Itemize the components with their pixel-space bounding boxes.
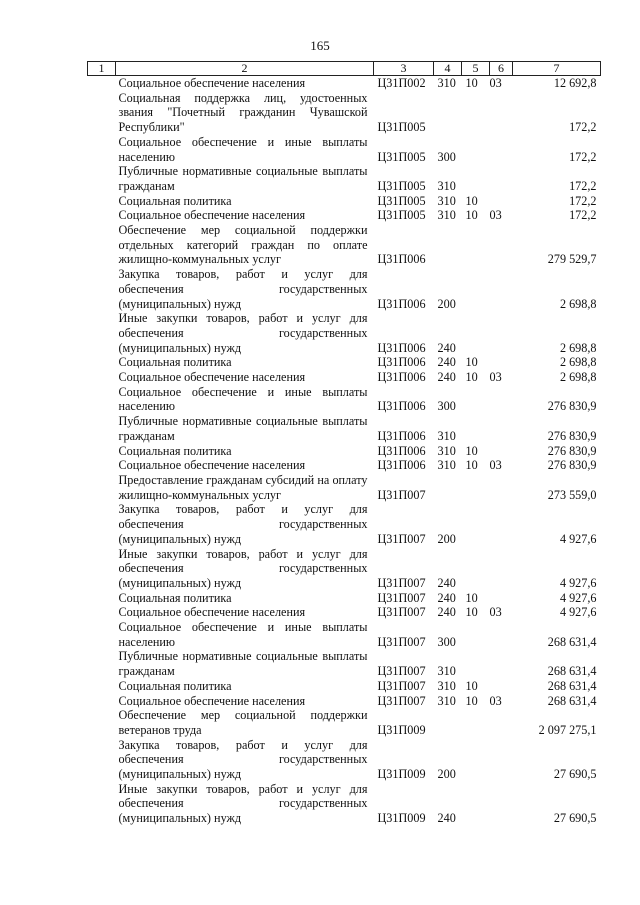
row-name-cell: Обеспечение мер социальной поддержки отдельных категорий граждан по оплате жилищно-коммунальных услуг <box>118 223 368 267</box>
row-number-cell <box>88 414 116 443</box>
section-cell <box>462 738 490 782</box>
target-article-code-cell: Ц31П007 <box>377 634 426 649</box>
amount-cell: 172,2 <box>569 208 597 223</box>
subsection-cell <box>490 782 513 826</box>
section-cell: 10 <box>465 458 478 473</box>
section-cell: 10 <box>465 693 478 708</box>
column-header-7: 7 <box>513 62 601 76</box>
section-cell <box>462 708 490 737</box>
subsection-cell <box>490 473 513 502</box>
expense-type-cell: 310 <box>437 664 456 679</box>
target-article-code-cell: Ц31П009 <box>377 767 426 782</box>
column-header-5: 5 <box>462 62 490 76</box>
row-number-cell <box>88 164 116 193</box>
expense-type-cell: 300 <box>437 634 456 649</box>
row-name-cell: Иные закупки товаров, работ и услуг для обеспечения государственных (муниципальных) нужд <box>118 781 368 826</box>
row-name-cell: Социальная политика <box>118 678 232 693</box>
subsection-cell <box>490 502 513 546</box>
expense-type-cell: 310 <box>437 193 456 208</box>
target-article-code-cell: Ц31П009 <box>377 811 426 826</box>
table-row <box>88 473 601 502</box>
amount-cell: 2 097 275,1 <box>538 722 597 737</box>
expense-type-cell: 200 <box>437 531 456 546</box>
amount-cell: 172,2 <box>569 178 597 193</box>
row-name-cell: Социальное обеспечение и иные выплаты населению <box>118 384 368 414</box>
expense-type-cell: 310 <box>437 428 456 443</box>
row-number-cell <box>88 782 116 826</box>
subsection-cell <box>490 547 513 591</box>
table-row <box>88 738 601 782</box>
subsection-cell <box>490 223 513 267</box>
row-number-cell <box>88 444 116 459</box>
target-article-code-cell: Ц31П006 <box>377 428 426 443</box>
target-article-code-cell: Ц31П006 <box>377 458 426 473</box>
row-number-cell <box>88 355 116 370</box>
amount-cell: 27 690,5 <box>553 767 597 782</box>
section-cell <box>462 267 490 311</box>
amount-cell: 276 830,9 <box>547 428 597 443</box>
table-row <box>88 444 601 459</box>
subsection-cell <box>490 620 513 649</box>
expense-type-cell <box>434 91 462 135</box>
table-row <box>88 370 601 385</box>
row-name-cell: Социальное обеспечение и иные выплаты населению <box>118 620 368 649</box>
target-article-code-cell: Ц31П005 <box>377 193 426 208</box>
row-name-cell: Закупка товаров, работ и услуг для обеспечения государственных (муниципальных) нужд <box>118 267 368 311</box>
row-name-cell: Предоставление гражданам субсидий на оплату жилищно-коммунальных услуг <box>118 472 368 502</box>
table-row <box>88 591 601 606</box>
target-article-code-cell: Ц31П006 <box>377 296 426 311</box>
subsection-cell <box>490 267 513 311</box>
row-name-cell: Иные закупки товаров, работ и услуг для обеспечения государственных (муниципальных) нужд <box>118 311 368 355</box>
subsection-cell <box>490 649 513 678</box>
amount-cell: 2 698,8 <box>559 355 597 370</box>
expense-type-cell: 200 <box>437 296 456 311</box>
budget-table <box>87 61 601 826</box>
row-name-cell: Обеспечение мер социальной поддержки ветеранов труда <box>118 708 368 737</box>
subsection-cell: 03 <box>489 76 502 90</box>
target-article-code-cell: Ц31П009 <box>377 722 426 737</box>
row-name-cell: Закупка товаров, работ и услуг для обеспечения государственных (муниципальных) нужд <box>118 737 368 782</box>
table-row <box>88 649 601 678</box>
row-name-cell: Закупка товаров, работ и услуг для обеспечения государственных (муниципальных) нужд <box>118 502 368 546</box>
column-header-6: 6 <box>490 62 513 76</box>
target-article-code-cell: Ц31П002 <box>377 76 426 90</box>
table-row <box>88 708 601 737</box>
amount-cell: 268 631,4 <box>547 693 597 708</box>
row-number-cell <box>88 649 116 678</box>
expense-type-cell: 310 <box>437 693 456 708</box>
subsection-cell: 03 <box>489 693 502 708</box>
row-number-cell <box>88 385 116 414</box>
table-row <box>88 91 601 135</box>
expense-type-cell: 240 <box>437 355 456 370</box>
section-cell: 10 <box>465 370 478 385</box>
section-cell <box>462 164 490 193</box>
amount-cell: 172,2 <box>569 149 597 164</box>
target-article-code-cell: Ц31П006 <box>377 443 426 458</box>
section-cell: 10 <box>465 590 478 605</box>
table-row <box>88 458 601 473</box>
section-cell <box>462 414 490 443</box>
table-header-row <box>88 62 601 76</box>
target-article-code-cell: Ц31П007 <box>377 678 426 693</box>
target-article-code-cell: Ц31П006 <box>377 252 426 267</box>
subsection-cell <box>490 135 513 164</box>
subsection-cell <box>490 91 513 135</box>
target-article-code-cell: Ц31П007 <box>377 605 426 620</box>
section-cell <box>462 649 490 678</box>
expense-type-cell: 240 <box>437 590 456 605</box>
section-cell: 10 <box>465 443 478 458</box>
section-cell <box>462 223 490 267</box>
expense-type-cell: 310 <box>437 178 456 193</box>
section-cell <box>462 502 490 546</box>
row-name-cell: Социальное обеспечение населения <box>118 693 306 708</box>
amount-cell: 2 698,8 <box>559 340 597 355</box>
section-cell <box>462 311 490 355</box>
row-number-cell <box>88 502 116 546</box>
table-row <box>88 311 601 355</box>
row-name-cell: Социальное обеспечение населения <box>118 370 306 385</box>
row-number-cell <box>88 738 116 782</box>
target-article-code-cell: Ц31П005 <box>377 178 426 193</box>
target-article-code-cell: Ц31П005 <box>377 120 426 135</box>
table-row <box>88 76 601 91</box>
row-name-cell: Социальное обеспечение и иные выплаты населению <box>118 134 368 164</box>
amount-cell: 4 927,6 <box>559 605 597 620</box>
table-row <box>88 620 601 649</box>
target-article-code-cell: Ц31П007 <box>377 531 426 546</box>
amount-cell: 4 927,6 <box>559 590 597 605</box>
row-number-cell <box>88 91 116 135</box>
target-article-code-cell: Ц31П007 <box>377 487 426 502</box>
subsection-cell <box>490 444 513 459</box>
row-number-cell <box>88 267 116 311</box>
target-article-code-cell: Ц31П007 <box>377 590 426 605</box>
row-name-cell: Социальное обеспечение населения <box>118 458 306 473</box>
row-name-cell: Публичные нормативные социальные выплаты гражданам <box>118 414 368 443</box>
expense-type-cell: 310 <box>437 678 456 693</box>
subsection-cell: 03 <box>489 370 502 385</box>
subsection-cell <box>490 679 513 694</box>
row-name-cell: Социальная политика <box>118 443 232 458</box>
amount-cell: 276 830,9 <box>547 443 597 458</box>
table-row <box>88 355 601 370</box>
subsection-cell: 03 <box>489 605 502 620</box>
subsection-cell <box>490 708 513 737</box>
expense-type-cell: 310 <box>437 208 456 223</box>
section-cell <box>462 473 490 502</box>
amount-cell: 4 927,6 <box>559 575 597 590</box>
expense-type-cell <box>434 708 462 737</box>
amount-cell: 276 830,9 <box>547 399 597 414</box>
section-cell: 10 <box>465 355 478 370</box>
row-number-cell <box>88 620 116 649</box>
table-row <box>88 385 601 414</box>
expense-type-cell: 240 <box>437 811 456 826</box>
row-number-cell <box>88 458 116 473</box>
expense-type-cell: 200 <box>437 767 456 782</box>
target-article-code-cell: Ц31П007 <box>377 575 426 590</box>
subsection-cell: 03 <box>489 458 502 473</box>
row-number-cell <box>88 708 116 737</box>
target-article-code-cell: Ц31П006 <box>377 340 426 355</box>
amount-cell: 273 559,0 <box>547 487 597 502</box>
row-number-cell <box>88 679 116 694</box>
expense-type-cell: 240 <box>437 370 456 385</box>
row-number-cell <box>88 76 116 91</box>
row-number-cell <box>88 135 116 164</box>
amount-cell: 2 698,8 <box>559 296 597 311</box>
row-name-cell: Публичные нормативные социальные выплаты гражданам <box>118 649 368 679</box>
table-row <box>88 267 601 311</box>
column-header-4: 4 <box>434 62 462 76</box>
row-name-cell: Иные закупки товаров, работ и услуг для обеспечения государственных (муниципальных) нужд <box>118 546 368 590</box>
row-number-cell <box>88 311 116 355</box>
column-header-1: 1 <box>88 62 116 76</box>
target-article-code-cell: Ц31П005 <box>377 149 426 164</box>
section-cell: 10 <box>465 605 478 620</box>
amount-cell: 4 927,6 <box>559 531 597 546</box>
subsection-cell <box>490 355 513 370</box>
subsection-cell <box>490 591 513 606</box>
row-number-cell <box>88 208 116 223</box>
row-name-cell: Социальное обеспечение населения <box>118 208 306 223</box>
amount-cell: 12 692,8 <box>553 76 597 90</box>
section-cell: 10 <box>465 678 478 693</box>
subsection-cell <box>490 311 513 355</box>
expense-type-cell: 310 <box>437 76 456 90</box>
row-number-cell <box>88 370 116 385</box>
table-row <box>88 223 601 267</box>
section-cell <box>462 91 490 135</box>
subsection-cell <box>490 385 513 414</box>
row-name-cell: Социальное обеспечение населения <box>118 76 306 90</box>
amount-cell: 276 830,9 <box>547 458 597 473</box>
target-article-code-cell: Ц31П007 <box>377 693 426 708</box>
row-name-cell: Социальная политика <box>118 193 232 208</box>
subsection-cell <box>490 194 513 209</box>
amount-cell: 268 631,4 <box>547 634 597 649</box>
target-article-code-cell: Ц31П006 <box>377 399 426 414</box>
row-number-cell <box>88 591 116 606</box>
section-cell <box>462 620 490 649</box>
section-cell: 10 <box>465 76 478 90</box>
section-cell <box>462 782 490 826</box>
amount-cell: 27 690,5 <box>553 811 597 826</box>
row-name-cell: Публичные нормативные социальные выплаты гражданам <box>118 164 368 193</box>
target-article-code-cell: Ц31П005 <box>377 208 426 223</box>
expense-type-cell: 240 <box>437 605 456 620</box>
expense-type-cell <box>434 473 462 502</box>
table-row <box>88 605 601 620</box>
section-cell <box>462 135 490 164</box>
expense-type-cell: 310 <box>437 443 456 458</box>
table-row <box>88 679 601 694</box>
row-name-cell: Социальная политика <box>118 590 232 605</box>
row-number-cell <box>88 694 116 709</box>
row-number-cell <box>88 605 116 620</box>
amount-cell: 172,2 <box>569 193 597 208</box>
table-row <box>88 782 601 826</box>
subsection-cell: 03 <box>489 208 502 223</box>
table-row <box>88 502 601 546</box>
amount-cell: 172,2 <box>569 120 597 135</box>
table-row <box>88 547 601 591</box>
table-row <box>88 414 601 443</box>
column-header-2: 2 <box>116 62 374 76</box>
expense-type-cell <box>434 223 462 267</box>
row-number-cell <box>88 194 116 209</box>
table-row <box>88 194 601 209</box>
expense-type-cell: 240 <box>437 340 456 355</box>
table-body <box>88 76 601 826</box>
expense-type-cell: 240 <box>437 575 456 590</box>
subsection-cell <box>490 414 513 443</box>
expense-type-cell: 300 <box>437 149 456 164</box>
target-article-code-cell: Ц31П007 <box>377 664 426 679</box>
expense-type-cell: 300 <box>437 399 456 414</box>
amount-cell: 2 698,8 <box>559 370 597 385</box>
table-row <box>88 164 601 193</box>
column-header-3: 3 <box>374 62 434 76</box>
target-article-code-cell: Ц31П006 <box>377 355 426 370</box>
amount-cell: 268 631,4 <box>547 678 597 693</box>
amount-cell: 268 631,4 <box>547 664 597 679</box>
table-row <box>88 694 601 709</box>
row-name-cell: Социальное обеспечение населения <box>118 605 306 620</box>
table-row <box>88 208 601 223</box>
row-name-cell: Социальная политика <box>118 355 232 370</box>
section-cell: 10 <box>465 193 478 208</box>
row-name-cell: Социальная поддержка лиц, удостоенных звания "Почетный гражданин Чувашской Республики" <box>118 90 368 135</box>
target-article-code-cell: Ц31П006 <box>377 370 426 385</box>
row-number-cell <box>88 547 116 591</box>
subsection-cell <box>490 164 513 193</box>
expense-type-cell: 310 <box>437 458 456 473</box>
section-cell: 10 <box>465 208 478 223</box>
subsection-cell <box>490 738 513 782</box>
section-cell <box>462 547 490 591</box>
page-number: 165 <box>310 38 330 53</box>
row-number-cell <box>88 223 116 267</box>
amount-cell: 279 529,7 <box>547 252 597 267</box>
section-cell <box>462 385 490 414</box>
table-row <box>88 135 601 164</box>
row-number-cell <box>88 473 116 502</box>
